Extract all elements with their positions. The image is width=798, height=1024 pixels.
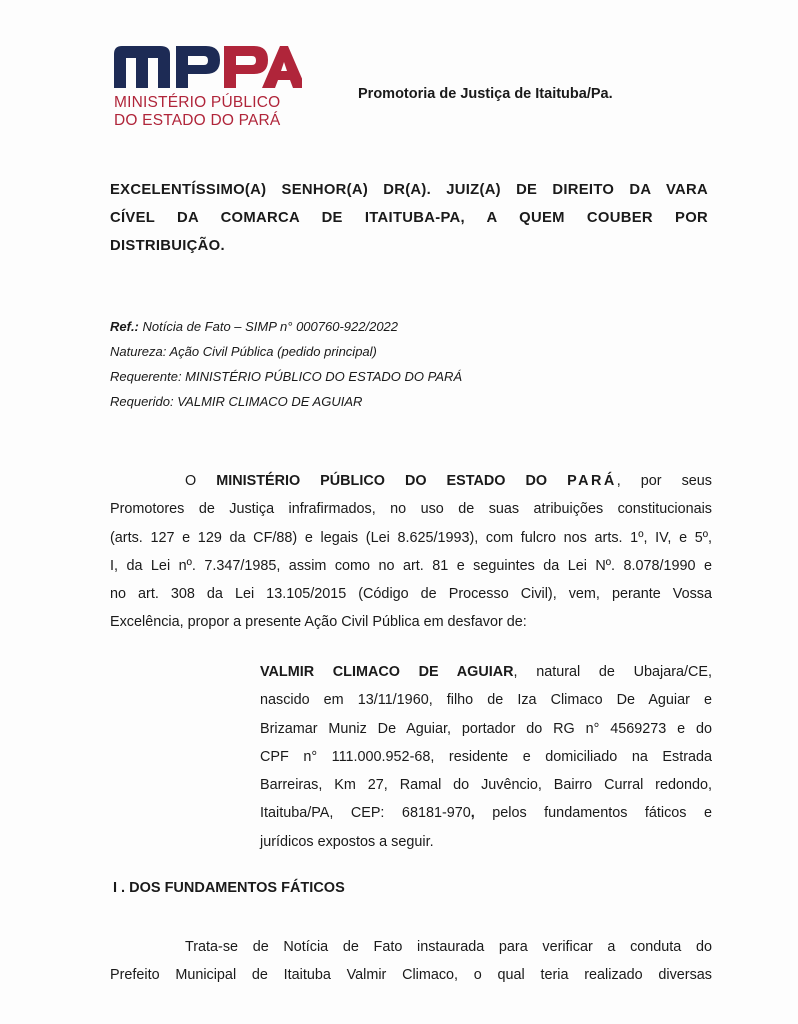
address-line: EXCELENTÍSSIMO(A) SENHOR(A) DR(A). JUIZ(A) DE DIREITO DA VARA [110,182,708,198]
party-line [260,799,712,827]
party-comma: , [470,805,475,822]
party-line: Brizamar Muniz De Aguiar, portador do RG n° 4569273 e do [260,720,712,737]
party-line: jurídicos expostos a seguir. [260,833,434,850]
natureza-row: Natureza: Ação Civil Pública (pedido principal) [110,344,377,359]
paragraph-line: Promotores de Justiça infrafirmados, no uso de suas atribuições constitucionais [110,501,712,518]
entity-name-spaced: PARÁ [567,473,617,489]
paragraph-line: (arts. 127 e 129 da CF/88) e legais (Lei 8.625/1993), com fulcro nos arts. 1º, IV, e 5º, [110,529,712,546]
party-line: CPF n° 111.000.952-68, residente e domiciliado na Estrada [260,748,712,765]
entity-name: MINISTÉRIO PÚBLICO DO ESTADO DO [216,473,548,489]
logo-line-2: DO ESTADO DO PARÁ [114,112,281,129]
facts-paragraph [110,933,712,990]
requerido-row: Requerido: VALMIR CLIMACO DE AGUIAR [110,394,363,409]
ref-value: Notícia de Fato – SIMP n° 000760-922/2022 [142,319,399,334]
party-address-end: Itaituba/PA, CEP: 68181-970 [260,805,471,822]
ref-row [110,314,462,339]
party-line [260,658,712,686]
address-line: CÍVEL DA COMARCA DE ITAITUBA-PA, A QUEM COUBER POR [110,210,708,226]
opening-o: O [185,473,197,489]
logo-line-1: MINISTÉRIO PÚBLICO [114,94,281,111]
paragraph-line: Excelência, propor a presente Ação Civil Pública em desfavor de: [110,614,527,631]
address-block [110,176,708,260]
requerente-row: Requerente: MINISTÉRIO PÚBLICO DO ESTADO DO PARÁ [110,369,463,384]
paragraph-line: no art. 308 da Lei 13.105/2015 (Código de Processo Civil), vem, perante Vossa [110,586,712,603]
mppa-logo [112,40,312,130]
party-line1-tail: , natural de Ubajara/CE, [513,664,712,680]
ref-label: Ref.: [110,319,139,334]
opening-line1-tail: , por seus [616,473,712,489]
address-line: DISTRIBUIÇÃO. [110,238,225,254]
party-line: Barreiras, Km 27, Ramal do Juvêncio, Bairro Curral redondo, [260,777,712,794]
office-title: Promotoria de Justiça de Itaituba/Pa. [358,86,613,102]
section-heading: I . DOS FUNDAMENTOS FÁTICOS [113,880,345,896]
party-line: nascido em 13/11/1960, filho de Iza Climaco De Aguiar e [260,692,712,709]
mppa-logo-mark [112,40,302,92]
paragraph-line: I, da Lei nº. 7.347/1985, assim como no art. 81 e seguintes da Lei Nº. 8.078/1990 e [110,557,712,574]
party-block [260,658,712,856]
opening-paragraph [110,467,712,637]
party-line6-tail: pelos fundamentos fáticos e [474,805,712,822]
paragraph-line: Trata-se de Notícia de Fato instaurada para verificar a conduta do [185,939,712,955]
paragraph-line [110,467,712,495]
paragraph-line: Prefeito Municipal de Itaituba Valmir Climaco, o qual teria realizado diversas [110,967,712,984]
references-block [110,314,462,414]
party-name: VALMIR CLIMACO DE AGUIAR [260,664,514,680]
